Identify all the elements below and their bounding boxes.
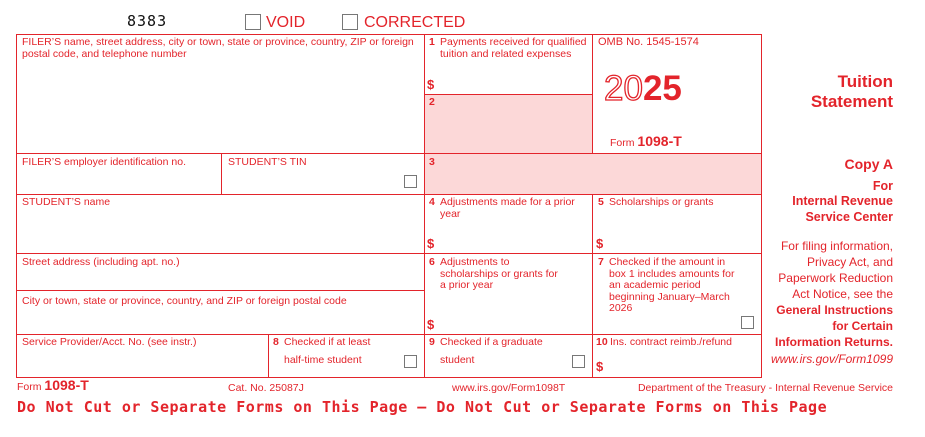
- tax-year-light: 20: [604, 69, 643, 108]
- footer-form-name: Form 1098-T: [17, 377, 89, 393]
- copy-for3: Service Center: [805, 210, 893, 224]
- footer-warning: Do Not Cut or Separate Forms on This Page — Do Not Cut or Separate Forms on This Page: [17, 398, 828, 416]
- void-checkbox[interactable]: [245, 14, 261, 30]
- box1-dollar: $: [427, 77, 435, 92]
- box5-dollar: $: [596, 236, 604, 251]
- box9-line2: student: [440, 354, 475, 366]
- box10-label: Ins. contract reimb./refund: [610, 336, 732, 348]
- omb-label: OMB No. 1545-1574: [598, 36, 699, 48]
- copy-for1: For: [872, 179, 893, 193]
- city-label: City or town, state or province, country, and ZIP or foreign postal code: [22, 295, 347, 307]
- box3-num: 3: [429, 156, 435, 168]
- street-field[interactable]: [17, 270, 423, 289]
- corrected-label: CORRECTED: [364, 14, 466, 31]
- box7-checkbox[interactable]: [741, 316, 754, 329]
- box6-dollar: $: [427, 317, 435, 332]
- filer-label: FILER’S name, street address, city or town, state or province, country, ZIP or foreign postal code, and telephone number: [22, 36, 414, 60]
- title-line1: Tuition: [837, 72, 893, 91]
- copy-info-2: Paperwork Reduction: [778, 271, 893, 285]
- student-name-field[interactable]: [17, 212, 423, 252]
- box6-num: 6: [429, 256, 435, 268]
- copy-for2: Internal Revenue: [792, 194, 893, 208]
- void-label: VOID: [266, 14, 306, 31]
- box5-num: 5: [598, 196, 604, 208]
- copy-info-3: Act Notice, see the: [792, 287, 893, 301]
- box6-label: Adjustments to scholarships or grants for a prior year: [440, 256, 558, 291]
- footer-url[interactable]: www.irs.gov/Form1098T: [452, 382, 566, 394]
- box7-label: Checked if the amount in box 1 includes amounts for an academic period beginning January–March 2026: [609, 256, 735, 314]
- city-field[interactable]: [17, 310, 423, 333]
- ein-field[interactable]: [17, 170, 220, 193]
- copy-info-0: For filing information,: [780, 239, 893, 253]
- box8-checkbox[interactable]: [404, 355, 417, 368]
- box8-line1: Checked if at least: [284, 336, 371, 348]
- provider-label: Service Provider/Acct. No. (see instr.): [22, 336, 197, 348]
- copy-url[interactable]: www.irs.gov/Form1099: [770, 352, 893, 366]
- tin-checkbox[interactable]: [404, 175, 417, 188]
- copy-info-1: Privacy Act, and: [806, 255, 893, 269]
- omb-form-name: Form 1098-T: [610, 133, 682, 149]
- box4-field[interactable]: [437, 232, 591, 252]
- box10-field[interactable]: [606, 352, 760, 377]
- copy-name: Copy A: [844, 156, 893, 172]
- footer-dept: Department of the Treasury - Internal Revenue Service: [637, 382, 893, 394]
- title-line2: Statement: [810, 92, 893, 111]
- box4-label: Adjustments made for a prior year: [440, 196, 575, 220]
- box8-num: 8: [273, 336, 279, 348]
- box9-checkbox[interactable]: [572, 355, 585, 368]
- box1-label: Payments received for qualified tuition and related expenses: [440, 36, 587, 60]
- box10-dollar: $: [596, 359, 604, 374]
- provider-field[interactable]: [17, 350, 267, 377]
- ein-label: FILER’S employer identification no.: [22, 156, 186, 168]
- tin-label: STUDENT’S TIN: [228, 156, 307, 168]
- box2-shade: [425, 95, 592, 153]
- tax-year-bold: 25: [642, 69, 682, 108]
- box1-num: 1: [429, 36, 435, 48]
- box10-num: 10: [596, 336, 608, 348]
- box9-line1: Checked if a graduate: [440, 336, 543, 348]
- filer-field[interactable]: [17, 62, 423, 152]
- copy-info-bold-2: Information Returns.: [774, 335, 893, 349]
- student-name-label: STUDENT’S name: [22, 196, 111, 208]
- box6-field[interactable]: [437, 313, 591, 333]
- box4-num: 4: [429, 196, 435, 208]
- tin-field[interactable]: [222, 170, 400, 193]
- box3-shade: [425, 154, 761, 194]
- tax-year: [604, 70, 682, 108]
- copy-info-bold-0: General Instructions: [776, 303, 893, 317]
- box8-line2: half-time student: [284, 354, 362, 366]
- form-code: 8383: [127, 12, 168, 30]
- street-label: Street address (including apt. no.): [22, 256, 180, 268]
- corrected-checkbox[interactable]: [342, 14, 358, 30]
- box4-dollar: $: [427, 236, 435, 251]
- box2-num: 2: [429, 96, 435, 108]
- box9-num: 9: [429, 336, 435, 348]
- box5-field[interactable]: [606, 232, 760, 252]
- box7-num: 7: [598, 256, 604, 268]
- copy-info-bold-1: for Certain: [832, 319, 893, 333]
- box5-label: Scholarships or grants: [609, 196, 714, 208]
- box1-field[interactable]: [437, 74, 591, 93]
- footer-cat-no: Cat. No. 25087J: [228, 382, 304, 394]
